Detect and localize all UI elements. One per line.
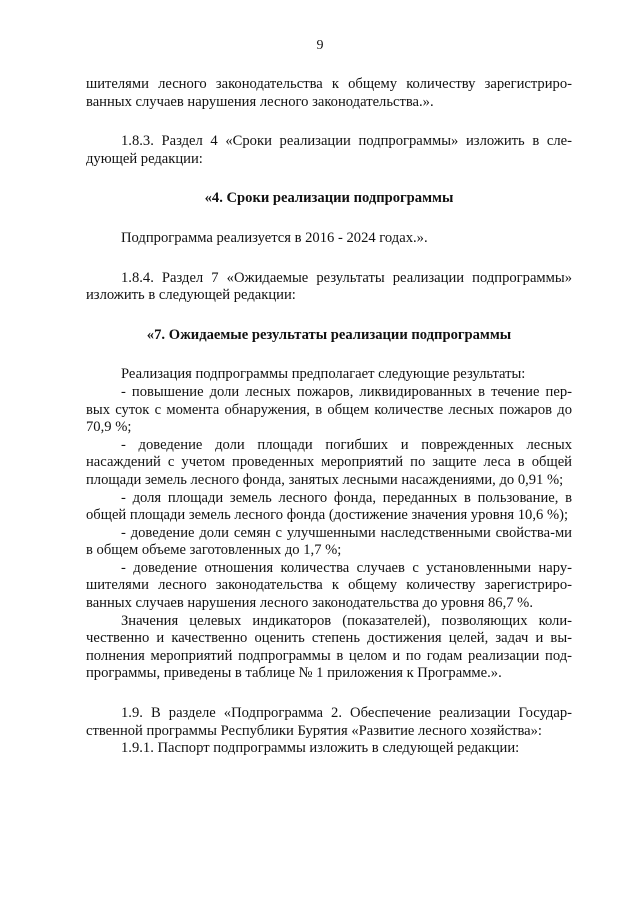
paragraph-implementation-period: Подпрограмма реализуется в 2016 - 2024 годах.».: [121, 229, 428, 246]
paragraph-item-1-8-4: 1.8.4. Раздел 7 «Ожидаемые результаты реализации подпрограммы» изложить в следующей редакции:: [86, 269, 572, 304]
paragraph-item-1-9: 1.9. В разделе «Подпрограмма 2. Обеспечение реализации Государ-ственной программы Республики Бурятия «Развитие лесного хозяйства»:: [86, 705, 572, 739]
list-item-damaged-forest-share: - доведение доли площади погибших и поврежденных лесных насаждений с учетом проведенных мероприятий по защите леса в общей площади земель лесного фонда, занятых лесными насаждениями, до 0,91 %;: [86, 436, 572, 488]
paragraph-item-1-9-1: 1.9.1. Паспорт подпрограммы изложить в следующей редакции:: [121, 740, 520, 757]
paragraph-results-intro: Реализация подпрограммы предполагает следующие результаты:: [121, 366, 526, 383]
section-heading-7: «7. Ожидаемые результаты реализации подпрограммы: [146, 326, 512, 343]
list-item-seed-share: - доведение доли семян с улучшенными наследственными свойства-ми в общем объеме заготовленных до 1,7 %;: [86, 524, 572, 559]
list-item-land-use-share: - доля площади земель лесного фонда, переданных в пользование, в общей площади земель лесного фонда (достижение значения уровня 10,6 %);: [86, 489, 572, 524]
list-item-fire-share: - повышение доли лесных пожаров, ликвидированных в течение пер-вых суток с момента обнаружения, в общем количестве лесных пожаров до 70,9 %;: [86, 383, 572, 436]
section-heading-4: «4. Сроки реализации подпрограммы: [204, 190, 454, 207]
page-number: 9: [316, 38, 324, 53]
paragraph-indicators: Значения целевых индикаторов (показателей), позволяющих коли-чественно и качественно оценить степень достижения целей, задач и вы-полнения мероприятий подпрограммы в целом и по годам реализации под-программы, приведены в таблице № 1 приложения к Программе.».: [86, 612, 572, 682]
document-body: [86, 76, 572, 758]
paragraph-continuation: шителями лесного законодательства к общему количеству зарегистриро-ванных случаев нарушения лесного законодательства.».: [86, 76, 572, 110]
list-item-violations-ratio: - доведение отношения количества случаев с установленными нару-шителями лесного законодательства к общему количеству зарегистриро-ванных случаев нарушения лесного законодательства до уровня 86,7 %.: [86, 559, 572, 612]
paragraph-item-1-8-3: 1.8.3. Раздел 4 «Сроки реализации подпрограммы» изложить в сле-дующей редакции:: [86, 133, 572, 167]
